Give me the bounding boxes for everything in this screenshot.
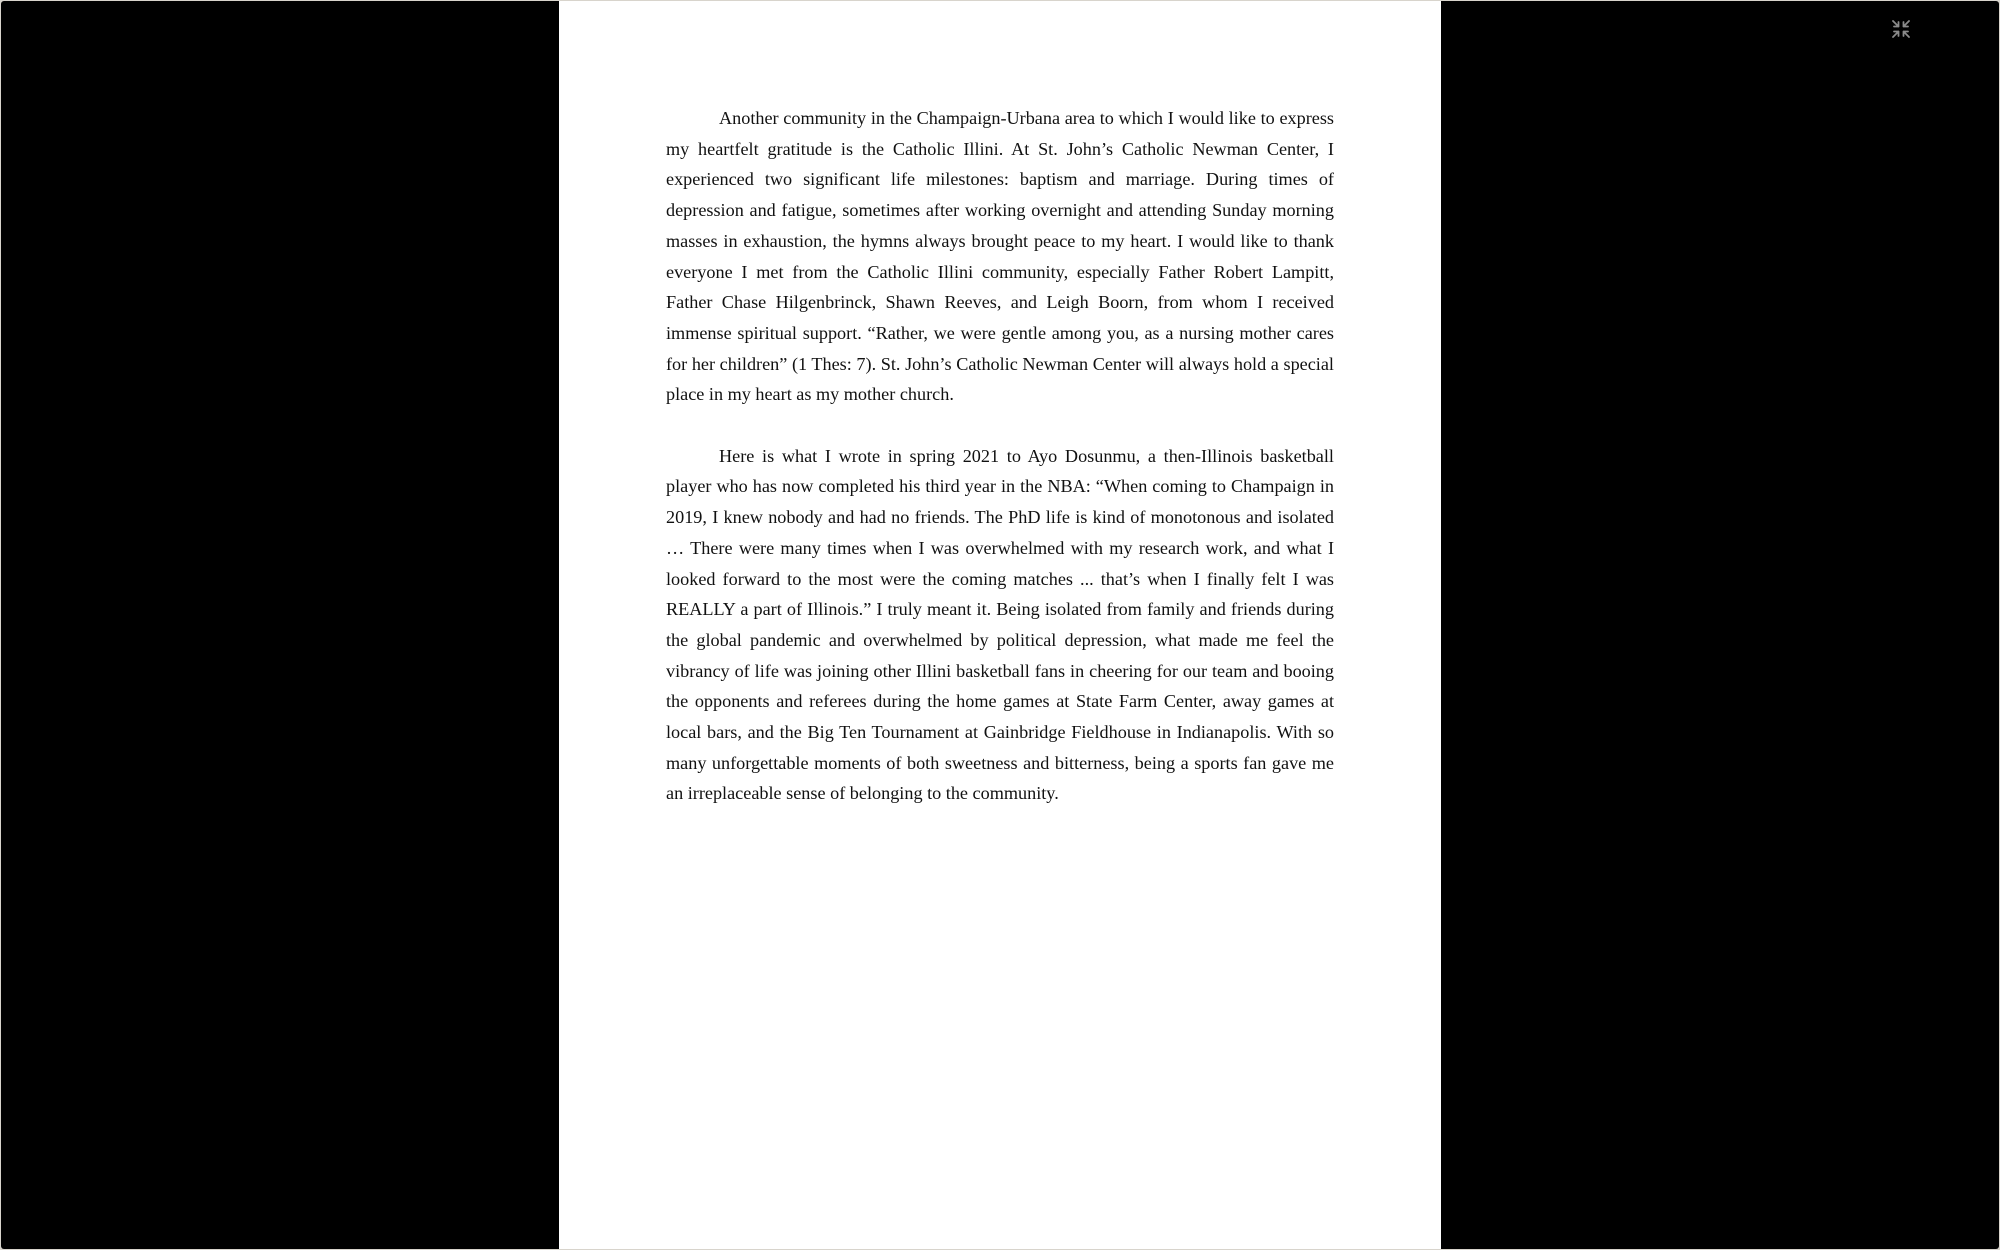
exit-fullscreen-icon <box>1892 20 1910 38</box>
fullscreen-viewer <box>1 1 1999 1249</box>
exit-fullscreen-button[interactable] <box>1889 17 1913 41</box>
page-content <box>666 103 1334 809</box>
paragraph-2: Here is what I wrote in spring 2021 to Ayo Dosunmu, a then-Illinois basketball player who has now completed his third year in the NBA: “When coming to Champaign in 2019, I knew nobody and had no friends. The PhD life is kind of monotonous and isolated … There were many times when I was overwhelmed with my research work, and what I looked forward to the most were the coming matches ... that’s when I finally felt I was REALLY a part of Illinois.” I truly meant it. Being isolated from family and friends during the global pandemic and overwhelmed by political depression, what made me feel the vibrancy of life was joining other Illini basketball fans in cheering for our team and booing the opponents and referees during the home games at State Farm Center, away games at local bars, and the Big Ten Tournament at Gainbridge Fieldhouse in Indianapolis. With so many unforgettable moments of both sweetness and bitterness, being a sports fan gave me an irreplaceable sense of belonging to the community. <box>666 445 1334 804</box>
paragraph-1: Another community in the Champaign-Urbana area to which I would like to express my heartfelt gratitude is the Catholic Illini. At St. John’s Catholic Newman Center, I experienced two significant life milestones: baptism and marriage. During times of depression and fatigue, sometimes after working overnight and attending Sunday morning masses in exhaustion, the hymns always brought peace to my heart. I would like to thank everyone I met from the Catholic Illini community, especially Father Robert Lampitt, Father Chase Hilgenbrinck, Shawn Reeves, and Leigh Boorn, from whom I received immense spiritual support. “Rather, we were gentle among you, as a nursing mother cares for her children” (1 Thes: 7). St. John’s Catholic Newman Center will always hold a special place in my heart as my mother church. <box>666 108 1334 405</box>
document-page <box>559 1 1441 1249</box>
